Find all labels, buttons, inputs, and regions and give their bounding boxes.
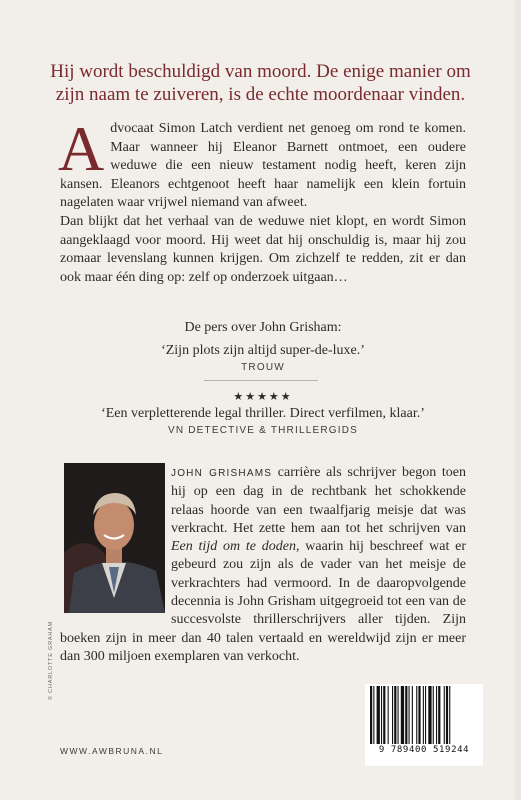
photo-space xyxy=(60,464,171,614)
tagline: Hij wordt beschuldigd van moord. De enige manier om zijn naam te zuiveren, is de echte moordenaar vinden. xyxy=(50,61,471,105)
drop-cap: A xyxy=(58,113,105,184)
star-rating: ★★★★★ xyxy=(233,390,293,403)
bio-book-title: Een tijd om te doden xyxy=(171,539,296,555)
cover-edge xyxy=(515,0,521,800)
isbn-number: 9 789400 519244 xyxy=(378,745,470,755)
blurb-paragraph-2: Dan blijkt dat het verhaal van de weduwe niet klopt, en wordt Simon aangeklaagd voor moord. Hij weet dat hij onschuldig is, maar hij zou zomaar levenslang kunnen krijgen. Om zichzelf te redden, zit er dan ook maar één ding op: zelf op onderzoek uitgaan… xyxy=(60,213,466,285)
isbn-barcode xyxy=(365,684,483,766)
bio-author-name: JOHN GRISHAMS xyxy=(171,468,273,479)
bio-text-2: , waarin hij beschreef wat er gebeurd zou zijn als de vader van het meisje de verkrachters had vermoord. In de daaropvolgende decennia is John Grisham uitgegroeid tot een van de succesvolste thrillerschrijvers aller tijden. Zijn boeken zijn in meer dan 40 talen vertaald en wereldwijd zijn er meer dan 300 miljoen exemplaren van verkocht. xyxy=(60,539,466,664)
press-quote-1: ‘Zijn plots zijn altijd super-de-luxe.’ xyxy=(161,343,365,358)
blurb xyxy=(58,113,466,287)
press-heading: De pers over John Grisham: xyxy=(184,320,342,335)
blurb-paragraph-1 xyxy=(58,113,466,213)
photo-credit: © CHARLOTTE GRAHAM xyxy=(48,621,54,700)
press-quote-2: ‘Een verpletterende legal thriller. Direct verfilmen, klaar.’ xyxy=(101,406,425,421)
author-bio xyxy=(60,464,466,666)
divider xyxy=(204,380,318,381)
press-source-1: TROUW xyxy=(241,362,285,373)
blurb-text-1: dvocaat Simon Latch verdient net genoeg om rond te komen. Maar wanneer hij Eleanor Barnett ontmoet, een oudere weduwe die een nieuw testament nodig heeft, keren zijn kansen. Eleanors echtgenoot heeft haar namelijk een klein fortuin nagelaten waar vrijwel niemand van afweet. xyxy=(60,121,466,211)
bio-text-1: carrière als schrijver begon toen hij op een dag in de rechtbank het schokkende relaas hoorde van een twaalfjarig meisje dat was verkracht. Het zette hem aan tot het schrijven van xyxy=(171,465,466,536)
publisher-url: WWW.AWBRUNA.NL xyxy=(60,746,164,756)
press-source-2: VN DETECTIVE & THRILLERGIDS xyxy=(167,425,359,436)
barcode-icon xyxy=(368,686,480,744)
